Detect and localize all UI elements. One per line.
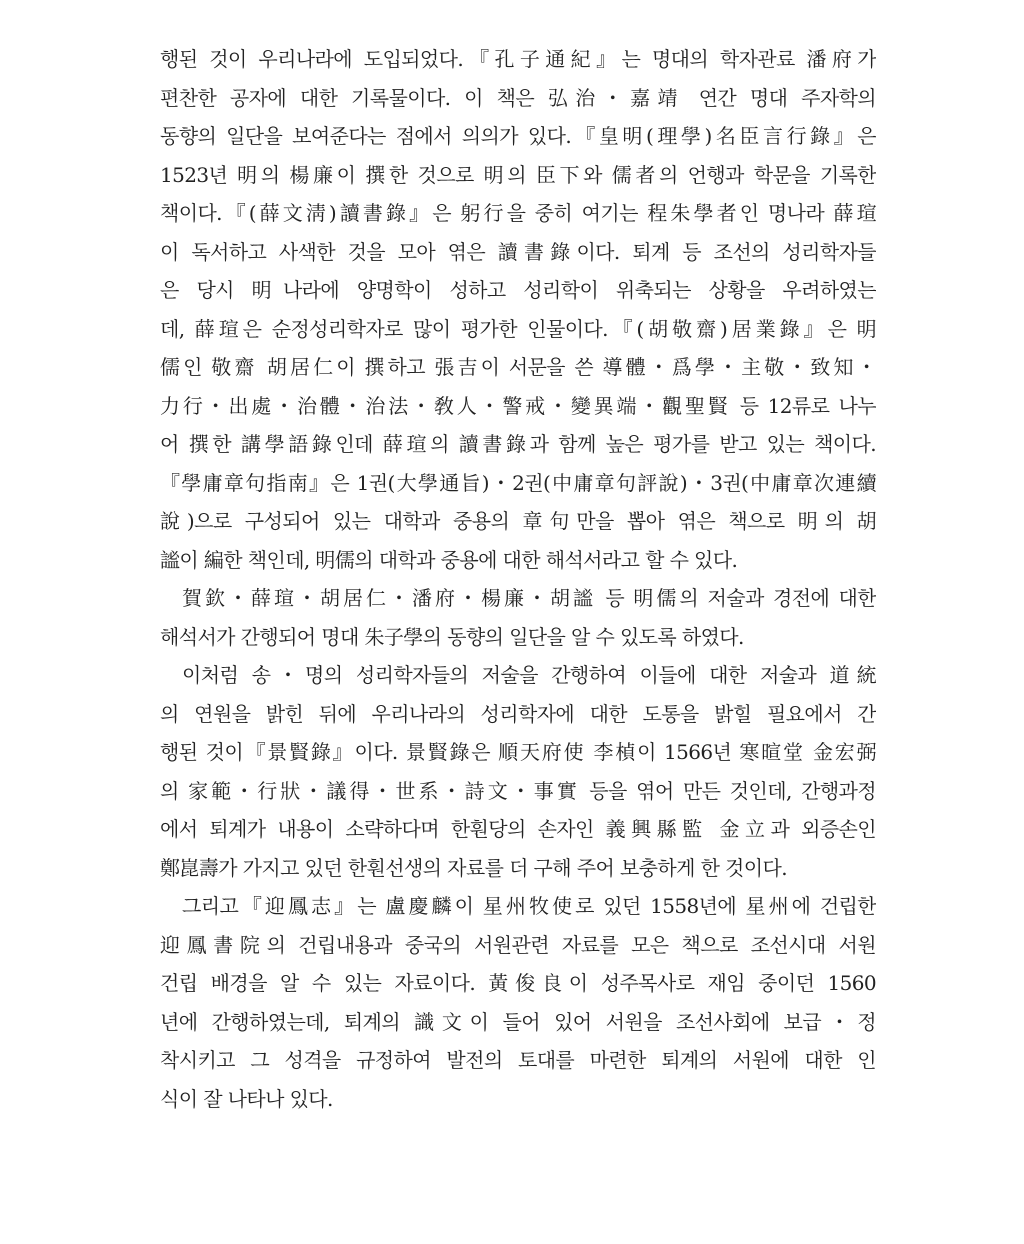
text-line: 식이 잘 나타나 있다. — [160, 1086, 333, 1111]
text-line: 행된 것이『景賢錄』이다. 景賢錄은 順天府使 李楨이 1566년 寒暄堂 金宏弼 — [160, 740, 876, 764]
text-line: 鄭崑壽가 가지고 있던 한훤선생의 자료를 더 구해 주어 보충하게 한 것이다. — [160, 855, 787, 880]
text-line: 賀欽・薛瑄・胡居仁・潘府・楊廉・胡謐 등 明儒의 저술과 경전에 대한 — [182, 586, 876, 610]
text-line: 착시키고 그 성격을 규정하여 발전의 토대를 마련한 퇴계의 서원에 대한 인 — [160, 1048, 876, 1072]
text-line: 에서 퇴계가 내용이 소략하다며 한훤당의 손자인 義興縣監 金立과 외증손인 — [160, 817, 876, 841]
text-line: 책이다.『(薛文淸)讀書錄』은 躬行을 중히 여기는 程朱學者인 명나라 薛瑄 — [160, 201, 876, 225]
text-line: 의 家範・行狀・議得・世系・詩文・事實 등을 엮어 만든 것인데, 간행과정 — [160, 778, 876, 803]
text-line: 그리고『迎鳳志』는 盧慶麟이 星州牧使로 있던 1558년에 星州에 건립한 — [182, 894, 876, 918]
text-line: 이 독서하고 사색한 것을 모아 엮은 讀書錄이다. 퇴계 등 조선의 성리학자들 — [160, 239, 876, 264]
text-line: 은 당시 明나라에 양명학이 성하고 성리학이 위축되는 상황을 우려하였는 — [160, 278, 876, 302]
text-line: 동향의 일단을 보여준다는 점에서 의의가 있다.『皇明(理學)名臣言行錄』은 — [160, 124, 876, 148]
text-line: 儒인 敬齋 胡居仁이 撰하고 張吉이 서문을 쓴 導體・爲學・主敬・致知・ — [160, 355, 876, 379]
text-line: 說)으로 구성되어 있는 대학과 중용의 章句만을 뽑아 엮은 책으로 明의 胡 — [160, 509, 876, 533]
text-line: 해석서가 간행되어 명대 朱子學의 동향의 일단을 알 수 있도록 하였다. — [160, 624, 744, 649]
text-line: 년에 간행하였는데, 퇴계의 識文이 들어 있어 서원을 조선사회에 보급・정 — [160, 1009, 876, 1034]
text-line: 행된 것이 우리나라에 도입되었다.『孔子通紀』는 명대의 학자관료 潘府가 — [160, 47, 876, 71]
text-line: 迎鳳書院의 건립내용과 중국의 서원관련 자료를 모은 책으로 조선시대 서원 — [160, 932, 876, 957]
text-line: 1523년 明의 楊廉이 撰한 것으로 明의 臣下와 儒者의 언행과 학문을 기록한 — [160, 162, 876, 187]
text-line: 데, 薛瑄은 순정성리학자로 많이 평가한 인물이다.『(胡敬齋)居業錄』은 明 — [160, 316, 876, 341]
text-line: 건립 배경을 알 수 있는 자료이다. 黃俊良이 성주목사로 재임 중이던 1560 — [160, 971, 876, 995]
text-line: 편찬한 공자에 대한 기록물이다. 이 책은 弘治・嘉靖 연간 명대 주자학의 — [160, 85, 876, 110]
document-page — [160, 40, 876, 1200]
text-line: 謐이 編한 책인데, 明儒의 대학과 중용에 대한 해석서라고 할 수 있다. — [160, 547, 738, 572]
text-line: 『學庸章句指南』은 1권(大學通旨)・2권(中庸章句評說)・3권(中庸章次連續 — [160, 470, 876, 495]
text-line: 어 撰한 講學語錄인데 薛瑄의 讀書錄과 함께 높은 평가를 받고 있는 책이다. — [160, 432, 876, 456]
text-line: 力行・出處・治體・治法・敎人・警戒・變異端・觀聖賢 등 12류로 나누 — [160, 393, 876, 418]
text-line: 의 연원을 밝힌 뒤에 우리나라의 성리학자에 대한 도통을 밝힐 필요에서 간 — [160, 701, 876, 726]
text-line: 이처럼 송・명의 성리학자들의 저술을 간행하여 이들에 대한 저술과 道統 — [182, 663, 876, 687]
